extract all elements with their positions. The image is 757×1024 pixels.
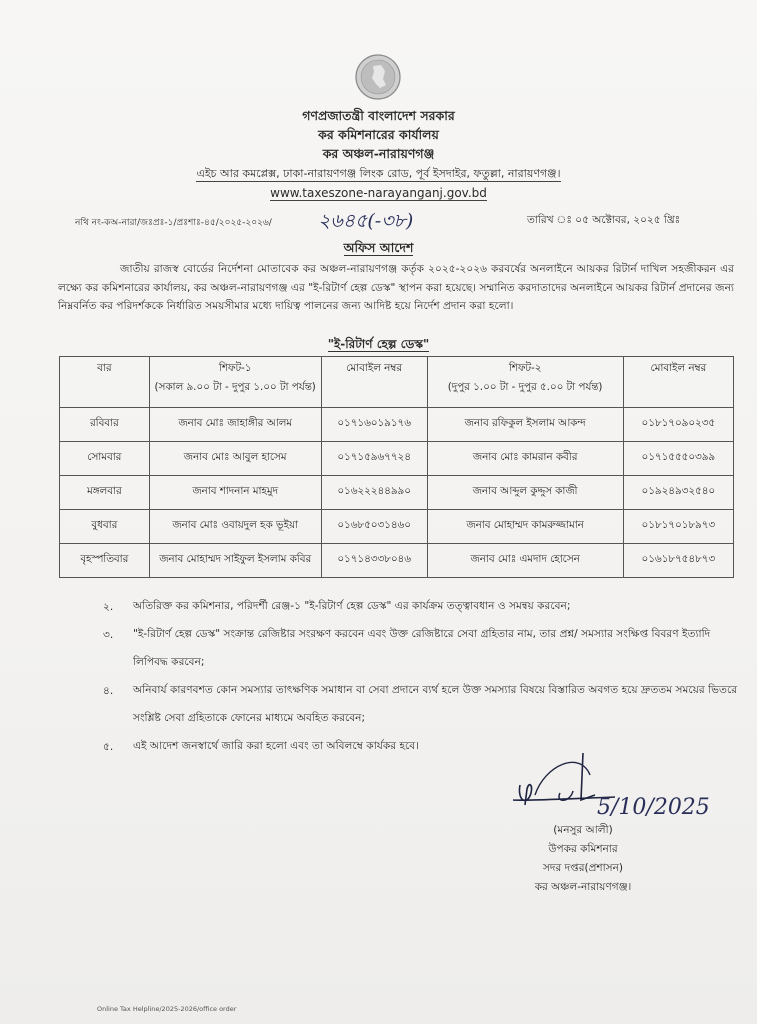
instruction-text: এই আদেশ জনস্বার্থে জারি করা হলো এবং তা অবিলম্বে কার্যকর হবে। — [133, 740, 419, 752]
cell-shift2: জনাব আব্দুল কুদ্দুস কাজী — [427, 476, 623, 510]
header-shift1-time: (সকাল ৯.০০ টা - দুপুর ১.০০ টা পর্যন্ত) — [154, 381, 316, 393]
cell-shift1: জনাব মোহাম্মদ সাইফুল ইসলাম কবির — [149, 544, 321, 578]
website — [0, 186, 757, 200]
cell-shift2: জনাব মোঃ এমদাদ হোসেন — [427, 544, 623, 578]
instruction-text: অনিবার্য কারণবশত কোন সমস্যার তাৎক্ষণিক সমাধান বা সেবা প্রদানে ব্যর্থ হলে উক্ত সমস্যার বিষয়ে বিস্তারিত অবগত হয়ে দ্রুততম সময়ের ভিতরে সংশ্লিষ্ট সেবা গ্রহিতাকে ফোনের মাধ্যমে অবহিত করবেন; — [133, 684, 738, 724]
government-seal-icon — [343, 52, 413, 102]
cell-shift2: জনাব মোঃ কামরান কবীর — [427, 442, 623, 476]
cell-day: বৃহস্পতিবার — [60, 544, 150, 578]
table-row — [60, 544, 734, 578]
memo-date: তারিখ ঃ ০৫ অক্টোবর, ২০২৫ খ্রিঃ — [527, 214, 681, 226]
signature-date: 5/10/2025 — [597, 795, 710, 820]
table-title — [0, 336, 757, 356]
instruction-number: ৫. — [103, 741, 114, 753]
handwritten-memo-number: ২৬৪৫(-৩৮) — [318, 210, 414, 232]
instruction-number: ৪. — [103, 685, 114, 697]
memo-number: নথি নং-কঅ-নারা/জঃপ্রঃ-১/প্রঃশাঃ-৪৫/২০২৫-২০২৬/ — [75, 218, 272, 228]
cell-mobile1: ০১৭১৬০১৯১৭৬ — [321, 408, 427, 442]
office-name: কর কমিশনারের কার্যালয় — [318, 127, 439, 142]
cell-mobile1: ০১৭১৫৯৬৭৭২৪ — [321, 442, 427, 476]
government-name: গণপ্রজাতন্ত্রী বাংলাদেশ সরকার — [302, 108, 455, 123]
address-text: এইচ আর কমপ্লেক্স, ঢাকা-নারায়ণগঞ্জ লিংক রোড, পূর্ব ইসদাইর, ফতুল্লা, নারায়ণগঞ্জ। — [196, 167, 561, 180]
zone-name: কর অঞ্চল-নারায়ণগঞ্জ — [322, 146, 435, 161]
cell-day: রবিবার — [60, 408, 150, 442]
cell-shift1: জনাব মোঃ ওবায়দুল হক ভূইয়া — [149, 510, 321, 544]
header-shift2-label: শিফট-২ — [508, 362, 542, 374]
instruction-number: ২. — [103, 601, 114, 613]
header-shift2 — [427, 357, 623, 408]
table-row — [60, 408, 734, 442]
header-shift1-label: শিফট-১ — [218, 362, 252, 374]
table-row — [60, 476, 734, 510]
cell-mobile2: ০১৯২৪৯৩২৫৪০ — [623, 476, 733, 510]
table-title-text: "ই-রিটার্ণ হেল্প ডেস্ক" — [327, 337, 430, 351]
signatory-name: (মনসুর আলী) — [553, 824, 613, 836]
cell-mobile1: ০১৬২২২৪৪৯৯০ — [321, 476, 427, 510]
website-link[interactable]: www.taxeszone-narayanganj.gov.bd — [270, 186, 487, 200]
cell-mobile1: ০১৭১৪৩৩৮০৪৬ — [321, 544, 427, 578]
signatory-zone: কর অঞ্চল-নারায়ণগঞ্জ। — [534, 881, 632, 893]
instruction-number: ৩. — [103, 629, 114, 641]
header-mobile1: মোবাইল নম্বর — [321, 357, 427, 408]
header-mobile2: মোবাইল নম্বর — [623, 357, 733, 408]
cell-shift1: জনাব মোঃ জাহাঙ্গীর আলম — [149, 408, 321, 442]
header-shift1 — [149, 357, 321, 408]
order-title-text: অফিস আদেশ — [343, 240, 414, 255]
signatory-office: সদর দপ্তর(প্রশাসন) — [543, 862, 623, 874]
table-header-row — [60, 357, 734, 408]
cell-mobile2: ০১৭১৫৫৫০৩৯৯ — [623, 442, 733, 476]
cell-shift1: জনাব শাদনান মাহমুদ — [149, 476, 321, 510]
cell-mobile2: ০১৬১৮৭৫৪৮৭৩ — [623, 544, 733, 578]
cell-mobile2: ০১৮১৭০১৮৯৭৩ — [623, 510, 733, 544]
order-title — [0, 240, 757, 260]
help-desk-roster-table — [59, 356, 734, 578]
table-row — [60, 510, 734, 544]
instruction-text: অতিরিক্ত কর কমিশনার, পরিদর্শী রেঞ্জ-১ "ই-রিটার্ণ হেল্প ডেস্ক" এর কার্যক্রম তত্ত্বাবধান ও সমন্বয় করবেন; — [133, 600, 571, 612]
cell-shift1: জনাব মোঃ আবুল হাসেম — [149, 442, 321, 476]
header-shift2-time: (দুপুর ১.০০ টা - দুপুর ৫.০০ টা পর্যন্ত) — [447, 381, 603, 393]
header-day: বার — [60, 357, 150, 408]
table-row — [60, 442, 734, 476]
office-address — [0, 165, 757, 184]
cell-mobile1: ০১৬৮৫০৩১৪৬০ — [321, 510, 427, 544]
signatory-designation: উপকর কমিশনার — [548, 843, 618, 855]
cell-day: বুধবার — [60, 510, 150, 544]
cell-shift2: জনাব মোহাম্মদ কামরুজ্জামান — [427, 510, 623, 544]
cell-day: মঙ্গলবার — [60, 476, 150, 510]
instruction-text: "ই-রিটার্ণ হেল্প ডেস্ক" সংক্রান্ত রেজিষ্টার সংরক্ষণ করবেন এবং উক্ত রেজিষ্টারে সেবা গ্রহিতার নাম, তার প্রশ্ন/ সমস্যার সংক্ষিপ্ত বিবরণ ইত্যাদি লিপিবদ্ধ করবেন; — [133, 628, 711, 668]
cell-day: সোমবার — [60, 442, 150, 476]
footer-reference: Online Tax Helpline/2025-2026/office order — [97, 1005, 237, 1013]
cell-shift2: জনাব রফিকুল ইসলাম আকন্দ — [427, 408, 623, 442]
cell-mobile2: ০১৮১৭০৯০২৩৫ — [623, 408, 733, 442]
intro-paragraph: জাতীয় রাজস্ব বোর্ডের নির্দেশনা মোতাবেক কর অঞ্চল-নারায়ণগঞ্জ কর্তৃক ২০২৫-২০২৬ করবর্ষের অনলাইনে আয়কর রিটার্ন দাখিল সহজীকরন এর লক্ষ্যে কর কমিশনারের কার্যালয়, কর অঞ্চল-নারায়ণগঞ্জ এর "ই-রিটার্ণ হেল্প ডেস্ক" স্থাপন করা হয়েছে। সম্মানিত করদাতাদের অনলাইনে আয়কর রিটার্ন প্রদানের জন্য নিম্নবর্নিত কর পরিদর্শককে নির্ধারিত সময়সীমার মধ্যে দায়িত্ব পালনের জন্য আদিষ্ট হয়ে নির্দেশ প্রদান করা হলো। — [58, 263, 734, 312]
